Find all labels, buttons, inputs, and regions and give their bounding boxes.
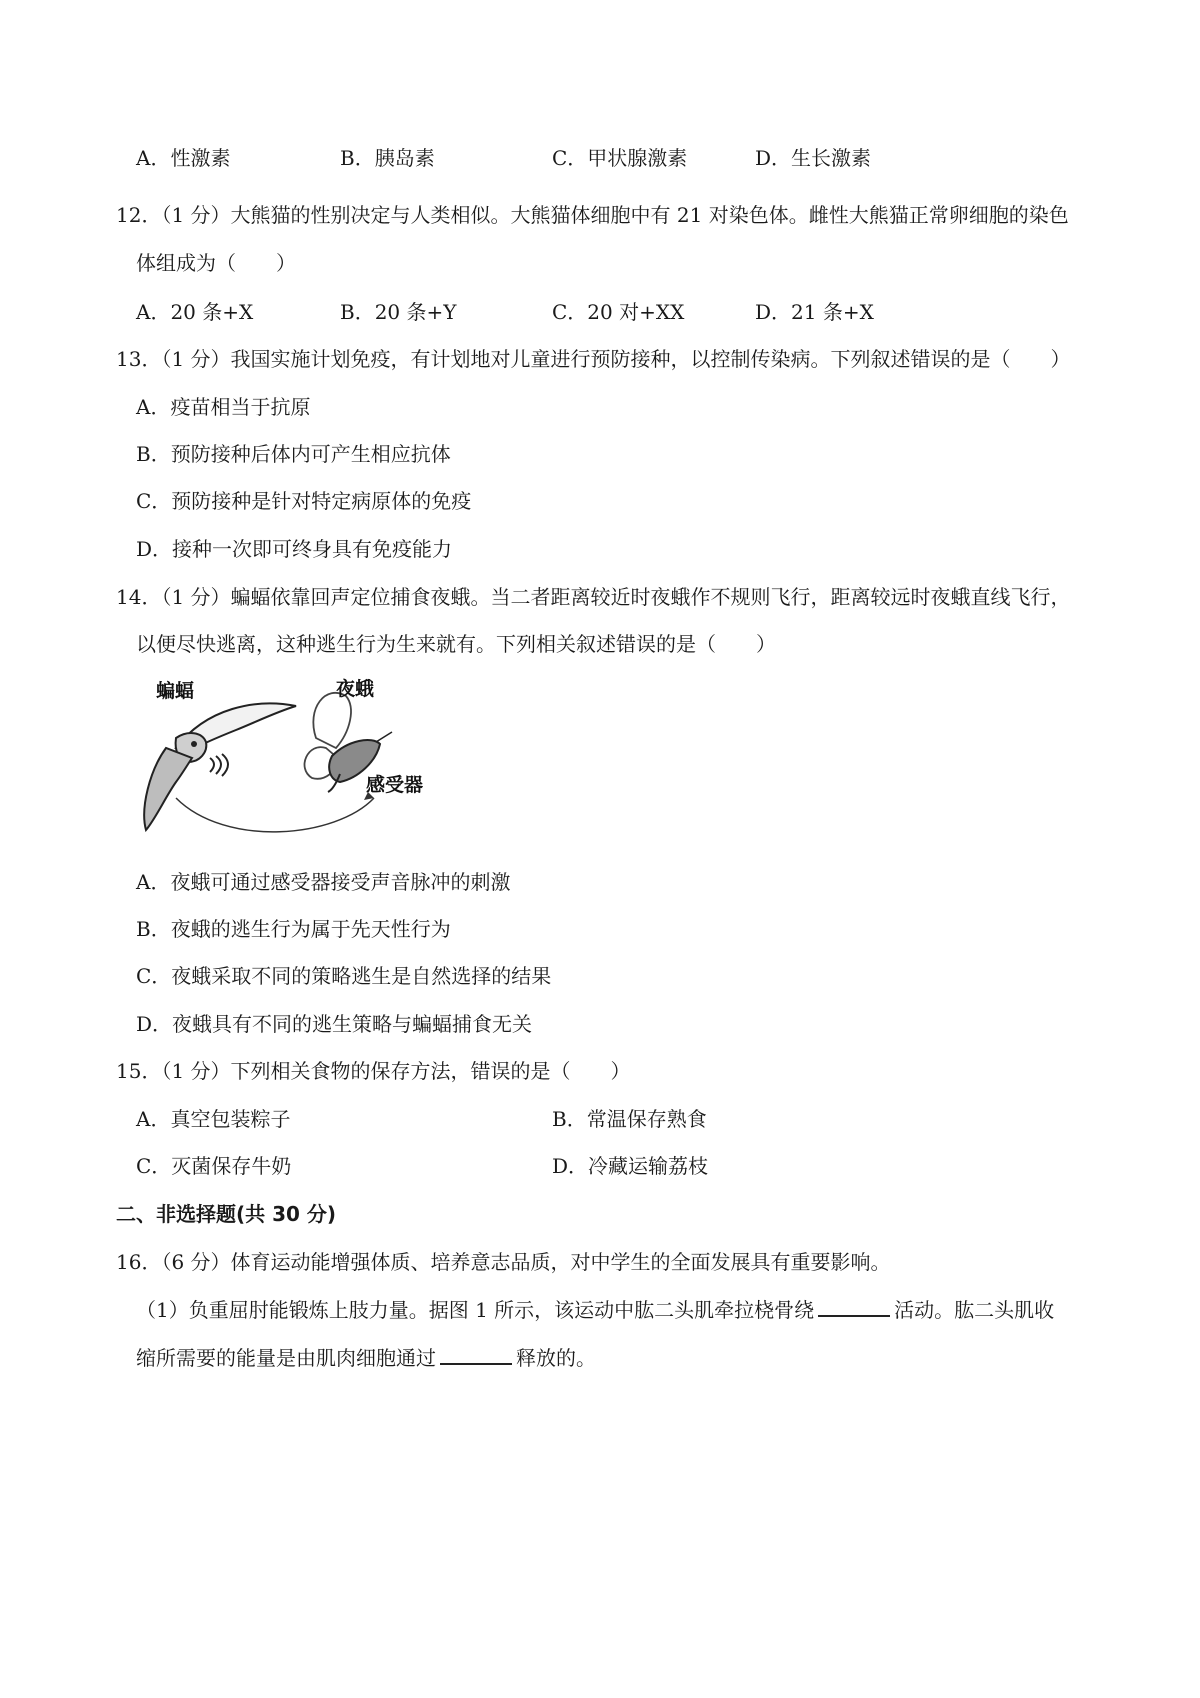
q16-sub1-text-b: 活动。肱二头肌收: [894, 1298, 1055, 1322]
q12-option-a: A．20 条+X: [136, 300, 254, 324]
q12-option-d: D．21 条+X: [755, 300, 874, 324]
q13-option-c: C．预防接种是针对特定病原体的免疫: [136, 489, 472, 513]
q11-option-a: A．性激素: [136, 146, 231, 170]
q13-option-d: D．接种一次即可终身具有免疫能力: [136, 537, 453, 561]
q16-sub1-line2-text-b: 释放的。: [516, 1346, 596, 1370]
q12-option-c: C．20 对+XX: [552, 300, 685, 324]
q15-option-a: A．真空包装粽子: [136, 1107, 291, 1131]
sound-wave-1: [210, 758, 214, 772]
q14-stem-line1: 14．（1 分）蝙蝠依靠回声定位捕食夜蛾。当二者距离较近时夜蛾作不规则飞行，距离较远时夜蛾直线飞行，: [116, 585, 1071, 609]
q16-sub1-line1: [136, 1295, 1054, 1324]
sound-wave-3: [222, 754, 228, 776]
sound-wave-2: [216, 756, 221, 774]
bat-label: 蝙蝠: [156, 680, 195, 702]
q16-sub1-text-a: （1）负重屈肘能锻炼上肢力量。据图 1 所示，该运动中肱二头肌牵拉桡骨绕: [136, 1298, 815, 1322]
q16-blank-1[interactable]: [818, 1295, 890, 1317]
section-title: 二、非选择题(共 30 分): [116, 1202, 337, 1226]
bat-lower-wing: [144, 748, 192, 830]
bat-eye: [191, 741, 197, 747]
q11-option-c: C．甲状腺激素: [552, 146, 688, 170]
q14-option-c: C．夜蛾采取不同的策略逃生是自然选择的结果: [136, 964, 552, 988]
q11-option-d: D．生长激素: [755, 146, 872, 170]
moth-antenna: [376, 732, 392, 742]
moth-label: 夜蛾: [336, 678, 375, 700]
q16-blank-2[interactable]: [440, 1343, 512, 1365]
q13-option-b: B．预防接种后体内可产生相应抗体: [136, 442, 451, 466]
receptor-label: 感受器: [366, 774, 424, 796]
q15-option-b: B．常温保存熟食: [552, 1107, 707, 1131]
flight-arc: [176, 798, 374, 832]
q13-option-a: A．疫苗相当于抗原: [136, 395, 311, 419]
bat-moth-figure: [136, 678, 426, 838]
q14-stem-line2: 以便尽快逃离，这种逃生行为生来就有。下列相关叙述错误的是（ ）: [136, 632, 776, 656]
q14-option-a: A．夜蛾可通过感受器接受声音脉冲的刺激: [136, 870, 511, 894]
q12-stem-line2: 体组成为（ ）: [136, 251, 296, 275]
q15-stem: 15．（1 分）下列相关食物的保存方法，错误的是（ ）: [116, 1059, 631, 1083]
q14-option-d: D．夜蛾具有不同的逃生策略与蝙蝠捕食无关: [136, 1012, 533, 1036]
q16-stem: 16．（6 分）体育运动能增强体质、培养意志品质，对中学生的全面发展具有重要影响。: [116, 1250, 891, 1274]
q15-option-d: D．冷藏运输荔枝: [552, 1154, 709, 1178]
q15-option-c: C．灭菌保存牛奶: [136, 1154, 292, 1178]
q12-option-b: B．20 条+Y: [340, 300, 457, 324]
q12-stem-line1: 12．（1 分）大熊猫的性别决定与人类相似。大熊猫体细胞中有 21 对染色体。雌性大熊猫正常卵细胞的染色: [116, 203, 1069, 227]
q16-sub1-line2-text-a: 缩所需要的能量是由肌肉细胞通过: [136, 1346, 436, 1370]
q13-stem: 13．（1 分）我国实施计划免疫，有计划地对儿童进行预防接种，以控制传染病。下列叙述错误的是（ ）: [116, 347, 1071, 371]
moth-wing-upper: [313, 693, 351, 748]
q14-option-b: B．夜蛾的逃生行为属于先天性行为: [136, 917, 451, 941]
q16-sub1-line2: [136, 1343, 596, 1372]
q11-option-b: B．胰岛素: [340, 146, 435, 170]
